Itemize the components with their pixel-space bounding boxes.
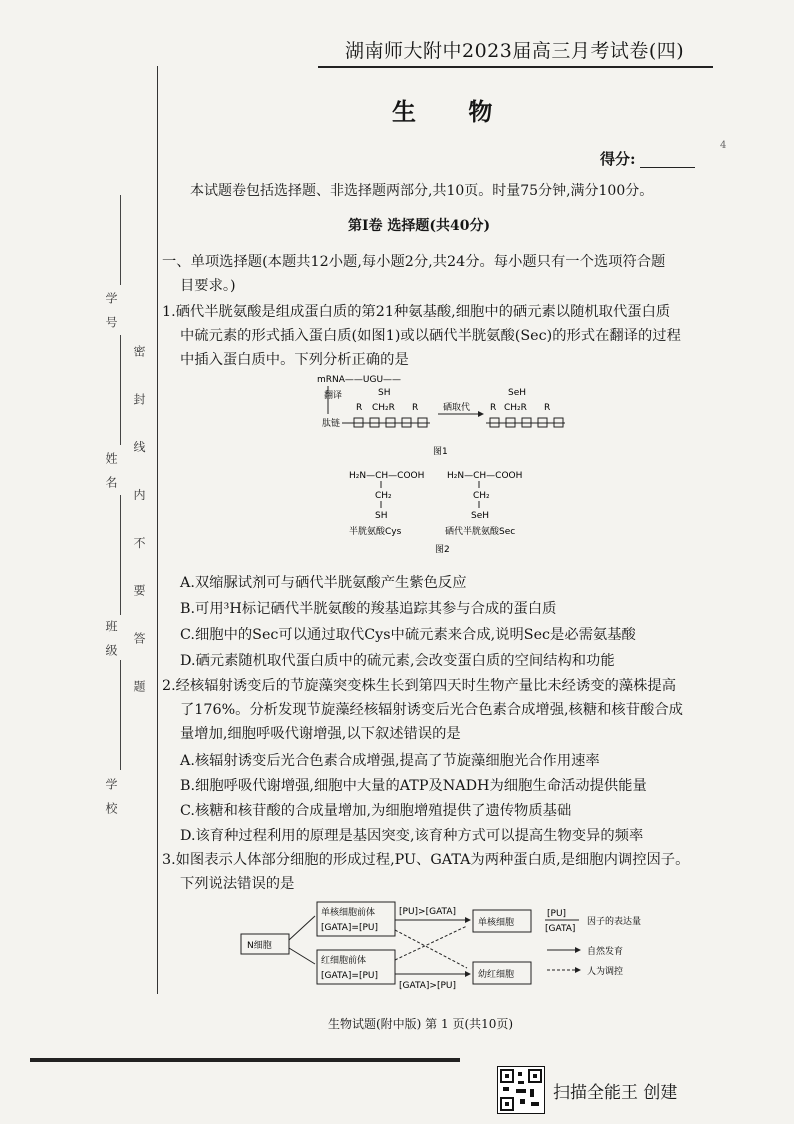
sidebar-rule: [120, 495, 121, 615]
corner-mark: 4: [720, 140, 727, 151]
fig3-legend-natural: 自然发育: [587, 947, 624, 957]
fig1-seh: SeH: [508, 388, 527, 398]
fig3-ery-pre: 红细胞前体: [321, 956, 367, 966]
sidebar-label-id: 学 号: [104, 292, 118, 332]
fig3-legend-manual: 人为调控: [587, 967, 624, 977]
fig1-translate: 翻译: [324, 391, 343, 401]
section-title-line1: 一、单项选择题(本题共12小题,每小题2分,共24分。每小题只有一个选项符合题: [162, 254, 666, 270]
figure1-diagram: [300, 372, 580, 460]
q2-line3: 量增加,细胞呼吸代谢增强,以下叙述错误的是: [180, 726, 461, 742]
exam-header-title: 湖南师大附中2023届高三月考试卷(四): [345, 40, 685, 62]
part-title: 第Ⅰ卷 选择题(共40分): [348, 218, 491, 234]
fig1-r1: R: [356, 403, 363, 413]
seal-line-text: 密 封 线 内 不 要 答 题: [132, 345, 146, 708]
figure3-diagram: [235, 900, 705, 998]
fig3-arrowhead: [575, 967, 581, 973]
sidebar-label-school: 学 校: [104, 778, 118, 818]
scan-edge-shadow: [30, 1058, 460, 1062]
q1-option-b: B.可用³H标记硒代半胱氨酸的羧基追踪其参与合成的蛋白质: [180, 601, 557, 617]
sidebar-label-name: 姓 名: [104, 452, 118, 492]
fig3-young-ery: 幼红细胞: [478, 970, 515, 980]
fig1-arrowhead: [478, 411, 484, 417]
score-blank: [640, 167, 695, 168]
fig2-cys-ch2: CH₂: [375, 491, 392, 501]
fig2-sec-ch2: CH₂: [473, 491, 490, 501]
exam-intro: 本试题卷包括选择题、非选择题两部分,共10页。时量75分钟,满分100分。: [190, 183, 654, 199]
fig3-arrowhead: [575, 947, 581, 953]
fig3-mono: 单核细胞: [478, 918, 515, 928]
fig3-cond-bottom: [GATA]>[PU]: [399, 981, 456, 991]
fig2-sec-seh: SeH: [471, 511, 490, 521]
q3-line1: 3.如图表示人体部分细胞的形成过程,PU、GATA为两种蛋白质,是细胞内调控因子。: [162, 852, 690, 868]
fig3-dashed-arrow: [395, 930, 467, 968]
fig3-dashed-arrow: [395, 926, 467, 960]
fig3-cond-top: [PU]>[GATA]: [399, 907, 456, 917]
figure2-diagram: [345, 466, 545, 558]
fig3-legend-gata: [GATA]: [545, 924, 576, 934]
q1-option-a: A.双缩脲试剂可与硒代半胱氨酸产生紫色反应: [180, 575, 467, 591]
header-rule: [318, 66, 713, 68]
fig1-r2: R: [412, 403, 419, 413]
q3-line2: 下列说法错误的是: [180, 876, 295, 892]
q2-option-b: B.细胞呼吸代谢增强,细胞中大量的ATP及NADH为细胞生命活动提供能量: [180, 778, 647, 794]
fig1-ch2r-2: CH₂R: [504, 403, 527, 413]
fig2-cys-formula: H₂N—CH—COOH: [349, 471, 425, 481]
scanner-watermark: 扫描全能王 创建: [553, 1083, 678, 1103]
binding-border: [157, 66, 158, 994]
fig3-ery-pre-cond: [GATA]=[PU]: [321, 971, 378, 981]
fig3-legend-pu: [PU]: [547, 909, 567, 919]
q2-line1: 2.经核辐射诱变后的节旋藻突变株生长到第四天时生物产量比未经诱变的藻株提高: [162, 678, 677, 694]
fig3-arrowhead: [465, 971, 471, 977]
q2-option-d: D.该育种过程利用的原理是基因突变,该育种方式可以提高生物变异的频率: [180, 828, 644, 844]
q1-line2: 中硫元素的形式插入蛋白质(如图1)或以硒代半胱氨酸(Sec)的形式在翻译的过程: [180, 328, 681, 344]
fig1-ch2r: CH₂R: [372, 403, 395, 413]
fig1-mrna: mRNA——UGU——: [317, 375, 402, 385]
fig3-n-cell: N细胞: [247, 941, 272, 951]
fig2-caption: 图2: [435, 545, 450, 555]
q1-line3: 中插入蛋白质中。下列分析正确的是: [180, 352, 409, 368]
section-title-line2: 目要求。): [180, 278, 236, 294]
qr-code-icon: [497, 1066, 545, 1114]
fig1-r4: R: [544, 403, 551, 413]
fig2-cys-sh: SH: [375, 511, 388, 521]
fig1-caption: 图1: [433, 447, 448, 457]
sidebar-rule: [120, 195, 121, 285]
fig1-r3: R: [490, 403, 497, 413]
fig3-arrow: [289, 948, 315, 964]
q2-option-a: A.核辐射诱变后光合色素合成增强,提高了节旋藻细胞光合作用速率: [180, 753, 600, 769]
fig3-arrow: [289, 916, 315, 940]
fig2-cys-name: 半胱氨酸Cys: [349, 527, 402, 537]
sidebar-rule: [120, 660, 121, 770]
fig3-mono-pre: 单核细胞前体: [321, 908, 376, 918]
fig3-arrowhead: [465, 917, 471, 923]
fig3-legend-ratio: 因子的表达量: [587, 917, 642, 927]
q2-line2: 了176%。分析发现节旋藻经核辐射诱变后光合色素合成增强,核糖和核苷酸合成: [180, 702, 683, 718]
fig1-arrow-label: 硒取代: [443, 403, 471, 413]
fig1-sh: SH: [378, 388, 391, 398]
q2-option-c: C.核糖和核苷酸的合成量增加,为细胞增殖提供了遗传物质基础: [180, 803, 572, 819]
fig3-mono-pre-cond: [GATA]=[PU]: [321, 923, 378, 933]
q1-option-d: D.硒元素随机取代蛋白质中的硫元素,会改变蛋白质的空间结构和功能: [180, 653, 615, 669]
fig2-sec-name: 硒代半胱氨酸Sec: [445, 527, 516, 537]
sidebar-label-class: 班 级: [104, 620, 118, 660]
page-footer: 生物试题(附中版) 第 1 页(共10页): [328, 1017, 514, 1031]
q1-line1: 1.硒代半胱氨酸是组成蛋白质的第21种氨基酸,细胞中的硒元素以随机取代蛋白质: [162, 304, 671, 320]
score-label: 得分:: [600, 150, 636, 168]
q1-option-c: C.细胞中的Sec可以通过取代Cys中硫元素来合成,说明Sec是必需氨基酸: [180, 627, 636, 643]
fig1-peptide: 肽链: [322, 419, 341, 429]
fig2-sec-formula: H₂N—CH—COOH: [447, 471, 523, 481]
sidebar-rule: [120, 335, 121, 445]
subject-title: 生 物: [392, 97, 515, 126]
